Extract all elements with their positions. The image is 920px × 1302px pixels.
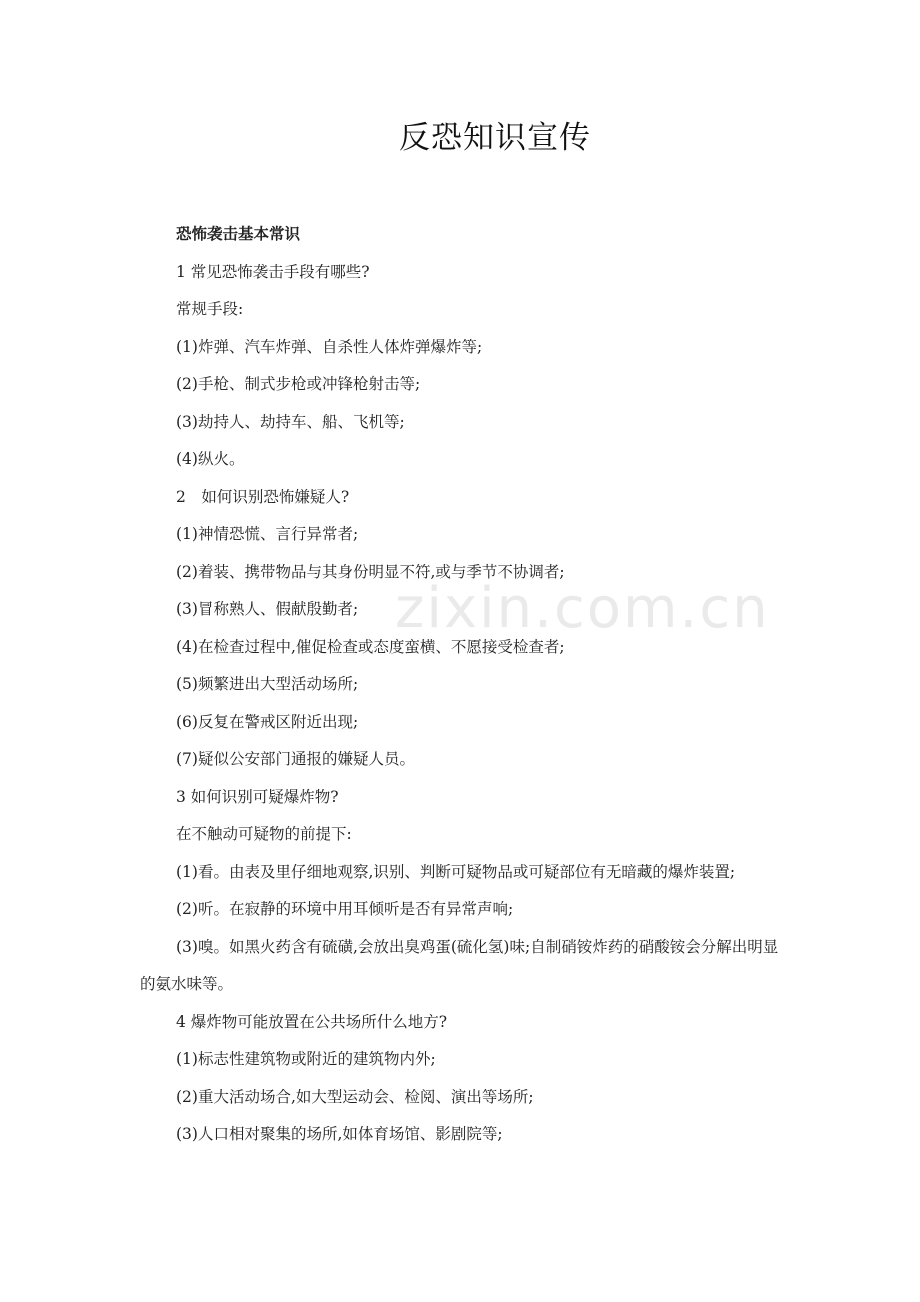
question-2-item: (4)在检查过程中,催促检查或态度蛮横、不愿接受检查者; — [176, 637, 565, 656]
question-1-item: (3)劫持人、劫持车、船、飞机等; — [176, 412, 405, 431]
question-2-item: (1)神情恐慌、言行异常者; — [176, 525, 359, 543]
question-2-item: (7)疑似公安部门通报的嫌疑人员。 — [176, 750, 415, 768]
question-3: 3 如何识别可疑爆炸物? — [176, 787, 339, 806]
section-heading: 恐怖袭击基本常识 — [176, 225, 301, 243]
question-3-item: (3)嗅。如黑火药含有硫磺,会放出臭鸡蛋(硫化氢)味;自制硝铵炸药的硝酸铵会分解出明显的氨水味等。 — [140, 937, 779, 993]
question-3-subtitle: 在不触动可疑物的前提下: — [176, 825, 352, 843]
question-2-item: (6)反复在警戒区附近出现; — [176, 712, 359, 731]
question-4-item: (1)标志性建筑物或附近的建筑物内外; — [176, 1050, 436, 1068]
question-2-item: (2)着装、携带物品与其身份明显不符,或与季节不协调者; — [176, 562, 565, 581]
document-body — [140, 216, 785, 1154]
question-3-item: (2)听。在寂静的环境中用耳倾听是否有异常声响; — [176, 900, 514, 918]
question-1-item: (4)纵火。 — [176, 450, 245, 468]
question-4-item: (2)重大活动场合,如大型运动会、检阅、演出等场所; — [176, 1087, 534, 1106]
question-1-subtitle: 常规手段: — [176, 300, 244, 318]
watermark-text: zixin.com.cn — [395, 576, 770, 641]
question-1: 1 常见恐怖袭击手段有哪些? — [176, 262, 370, 281]
question-1-item: (2)手枪、制式步枪或冲锋枪射击等; — [176, 375, 421, 393]
document-title: 反恐知识宣传 — [399, 120, 591, 156]
question-4-item: (3)人口相对聚集的场所,如体育场馆、影剧院等; — [176, 1125, 503, 1143]
question-4: 4 爆炸物可能放置在公共场所什么地方? — [176, 1012, 448, 1031]
question-2-item: (3)冒称熟人、假献殷勤者; — [176, 600, 359, 618]
question-2: 2 如何识别恐怖嫌疑人? — [176, 487, 350, 506]
question-1-item: (1)炸弹、汽车炸弹、自杀性人体炸弹爆炸等; — [176, 337, 483, 356]
question-2-item: (5)频繁进出大型活动场所; — [176, 675, 359, 693]
question-3-item: (1)看。由表及里仔细地观察,识别、判断可疑物品或可疑部位有无暗藏的爆炸装置; — [176, 862, 736, 881]
